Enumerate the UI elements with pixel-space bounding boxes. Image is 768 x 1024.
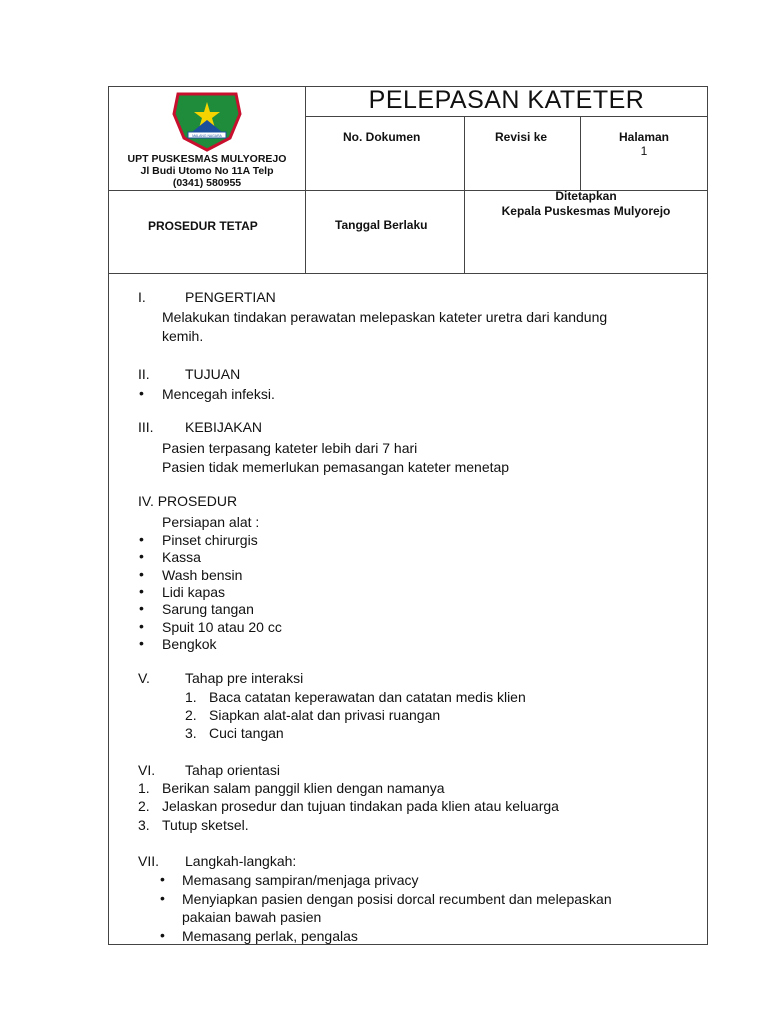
- list-item: Kassa: [162, 549, 201, 565]
- bullet-icon: •: [139, 566, 144, 582]
- list-item: Spuit 10 atau 20 cc: [162, 619, 282, 635]
- list-number: 2.: [138, 798, 150, 814]
- halaman-label: Halaman: [618, 130, 670, 144]
- org-phone: (0341) 580955: [172, 177, 242, 189]
- svg-text:MALANG NAGARA: MALANG NAGARA: [192, 134, 222, 138]
- subsection-title: Persiapan alat :: [162, 514, 260, 530]
- list-item: Tutup sketsel.: [162, 817, 249, 833]
- paragraph-line: Pasien tidak memerlukan pemasangan kateter menetap: [162, 459, 510, 475]
- puskesmas-logo: [170, 88, 244, 152]
- prosedur-tetap-label: PROSEDUR TETAP: [148, 219, 258, 233]
- list-number: 2.: [185, 707, 197, 723]
- list-item: Baca catatan keperawatan dan catatan medis klien: [209, 689, 526, 705]
- bullet-icon: •: [139, 618, 144, 634]
- header-divider: [305, 116, 708, 117]
- page-title: PELEPASAN KATETER: [368, 86, 645, 114]
- org-name: UPT PUSKESMAS MULYOREJO: [127, 153, 287, 165]
- bullet-icon: •: [160, 927, 165, 943]
- section-title: IV. PROSEDUR: [138, 493, 238, 509]
- list-number: 1.: [138, 780, 150, 796]
- paragraph-line: kemih.: [162, 328, 204, 344]
- list-item: Lidi kapas: [162, 584, 226, 600]
- paragraph-line: Melakukan tindakan perawatan melepaskan kateter uretra dari kandung: [162, 309, 608, 325]
- bullet-icon: •: [139, 600, 144, 616]
- list-item: Sarung tangan: [162, 601, 254, 617]
- section-number: I.: [138, 289, 146, 305]
- no-dokumen-label: No. Dokumen: [343, 130, 421, 144]
- list-number: 3.: [138, 817, 150, 833]
- kepala-label: Kepala Puskesmas Mulyorejo: [501, 204, 671, 218]
- ditetapkan-label: Ditetapkan: [555, 189, 617, 203]
- list-item: Mencegah infeksi.: [162, 386, 275, 402]
- section-number: VI.: [138, 762, 156, 778]
- tanggal-berlaku-label: Tanggal Berlaku: [335, 218, 428, 232]
- revisi-label: Revisi ke: [495, 130, 548, 144]
- section-title: TUJUAN: [185, 366, 241, 382]
- list-item: Menyiapkan pasien dengan posisi dorcal recumbent dan melepaskan: [182, 891, 612, 907]
- list-item: Wash bensin: [162, 567, 243, 583]
- section-title: Langkah-langkah:: [185, 853, 297, 869]
- list-item-continuation: pakaian bawah pasien: [182, 909, 322, 925]
- list-item: Jelaskan prosedur dan tujuan tindakan pada klien atau keluarga: [162, 798, 559, 814]
- list-item: Berikan salam panggil klien dengan namanya: [162, 780, 445, 796]
- bullet-icon: •: [160, 871, 165, 887]
- bullet-icon: •: [139, 548, 144, 564]
- bullet-icon: •: [139, 583, 144, 599]
- list-item: Pinset chirurgis: [162, 532, 258, 548]
- bullet-icon: •: [139, 385, 144, 401]
- section-title: PENGERTIAN: [185, 289, 276, 305]
- section-title: Tahap pre interaksi: [185, 670, 304, 686]
- list-item: Memasang perlak, pengalas: [182, 928, 358, 944]
- paragraph-line: Pasien terpasang kateter lebih dari 7 hari: [162, 440, 418, 456]
- list-item: Memasang sampiran/menjaga privacy: [182, 872, 419, 888]
- section-number: VII.: [138, 853, 160, 869]
- list-number: 3.: [185, 725, 197, 741]
- header-divider: [108, 273, 708, 274]
- section-number: II.: [138, 366, 150, 382]
- section-number: III.: [138, 419, 154, 435]
- bullet-icon: •: [139, 635, 144, 651]
- section-number: V.: [138, 670, 150, 686]
- org-address: Jl Budi Utomo No 11A Telp: [140, 165, 274, 177]
- list-item: Cuci tangan: [209, 725, 284, 741]
- section-title: Tahap orientasi: [185, 762, 280, 778]
- list-number: 1.: [185, 689, 197, 705]
- bullet-icon: •: [139, 531, 144, 547]
- bullet-icon: •: [160, 890, 165, 906]
- list-item: Siapkan alat-alat dan privasi ruangan: [209, 707, 441, 723]
- list-item: Bengkok: [162, 636, 217, 652]
- halaman-value: 1: [640, 144, 648, 158]
- section-title: KEBIJAKAN: [185, 419, 263, 435]
